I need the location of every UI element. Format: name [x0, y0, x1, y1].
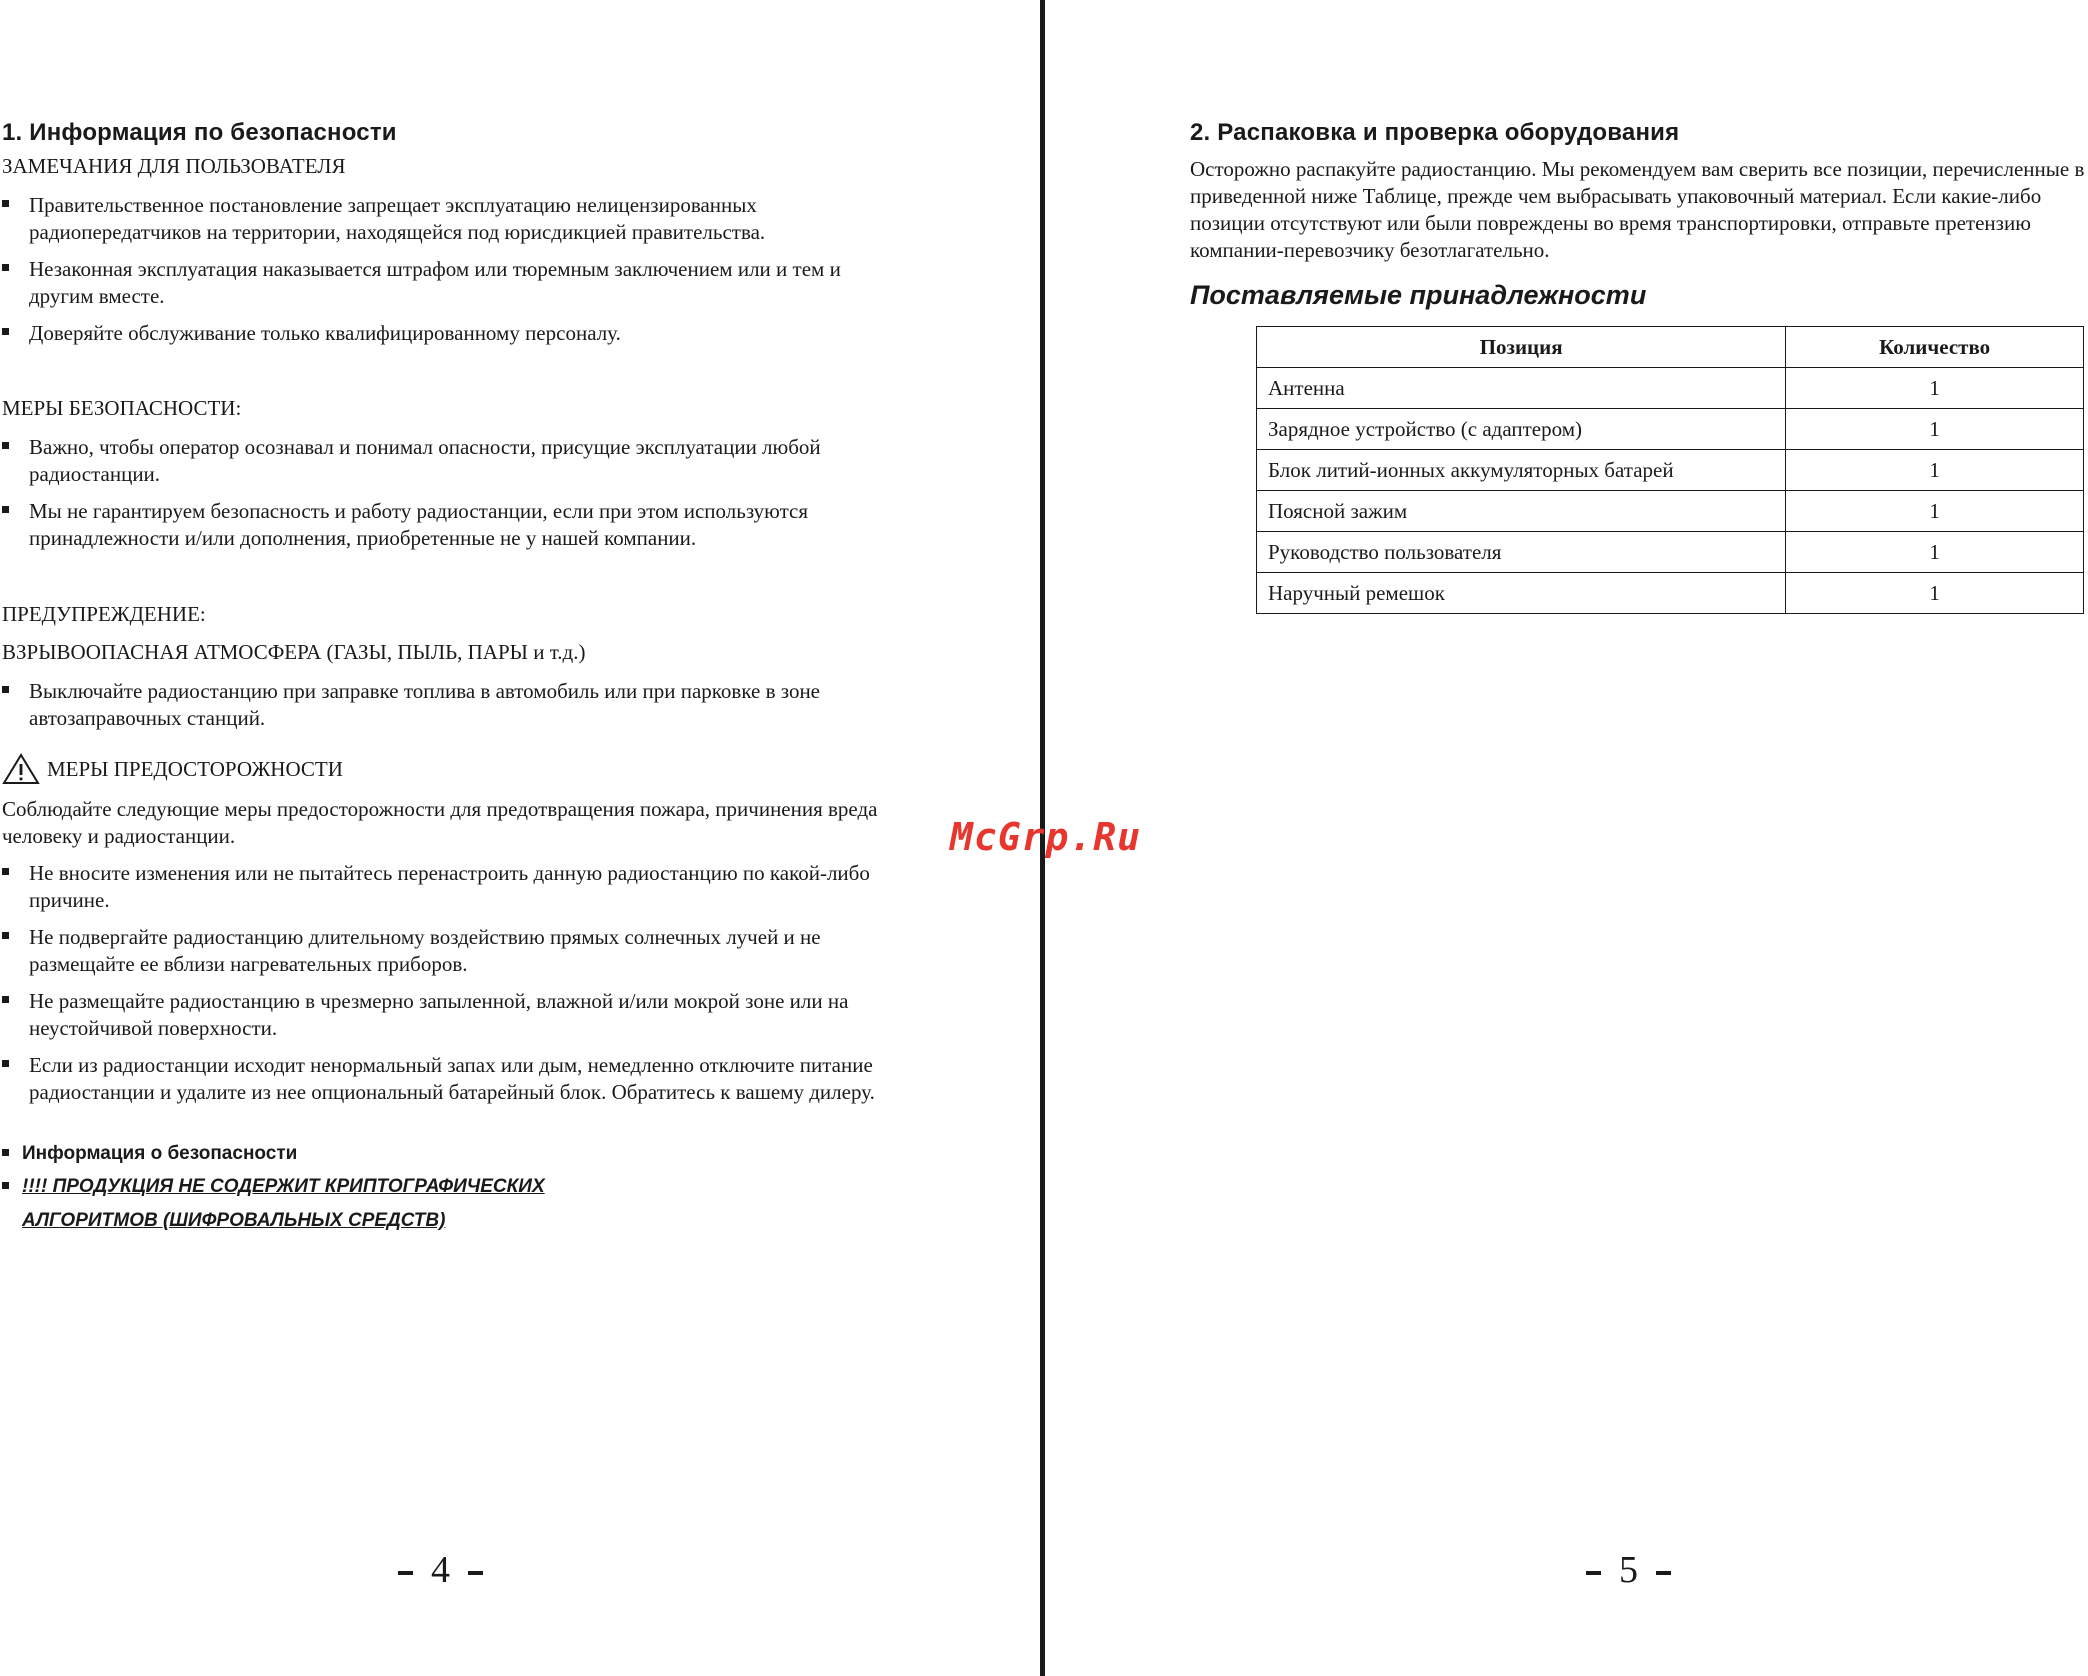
bullet-text: Мы не гарантируем безопасность и работу радиостанции, если при этом используются принадлежности и/или дополнения, приобретенные не у нашей компании.	[29, 499, 809, 550]
user-notes-heading: ЗАМЕЧАНИЯ ДЛЯ ПОЛЬЗОВАТЕЛЯ	[2, 154, 346, 178]
page-number-value: 5	[1619, 1549, 1638, 1591]
table-row	[1257, 368, 2084, 409]
item-cell: Блок литий-ионных аккумуляторных батарей	[1257, 450, 1786, 491]
crypto-notice-line2: АЛГОРИТМОВ (ШИФРОВАЛЬНЫХ СРЕДСТВ)	[22, 1210, 446, 1231]
page-number	[398, 1548, 501, 1592]
quantity-cell: 1	[1786, 532, 2084, 573]
item-cell: Поясной зажим	[1257, 491, 1786, 532]
explosive-atmosphere-heading: ВЗРЫВООПАСНАЯ АТМОСФЕРА (ГАЗЫ, ПЫЛЬ, ПАРЫ и т.д.)	[2, 640, 586, 664]
accessories-table	[1256, 326, 2084, 614]
page-number-value: 4	[431, 1549, 450, 1591]
bullet-text: Не размещайте радиостанцию в чрезмерно запыленной, влажной и/или мокрой зоне или на неустойчивой поверхности.	[29, 989, 849, 1040]
bullet-marker	[2, 932, 9, 939]
bullet-marker	[2, 200, 9, 207]
bullet-text: Выключайте радиостанцию при заправке топлива в автомобиль или при парковке в зоне автозаправочных станций.	[29, 679, 820, 730]
bullet-marker	[2, 996, 9, 1003]
precautions-heading: МЕРЫ ПРЕДОСТОРОЖНОСТИ	[47, 757, 343, 781]
bullet-marker	[2, 506, 9, 513]
item-cell: Наручный ремешок	[1257, 573, 1786, 614]
table-row	[1257, 450, 2084, 491]
column-header-quantity: Количество	[1786, 327, 2084, 368]
warning-triangle-icon	[2, 753, 40, 785]
column-header-item: Позиция	[1257, 327, 1786, 368]
left-page	[0, 0, 1040, 1676]
bullet-marker	[2, 1182, 9, 1189]
crypto-notice-line1: !!!! ПРОДУКЦИЯ НЕ СОДЕРЖИТ КРИПТОГРАФИЧЕСКИХ	[22, 1176, 545, 1197]
section-title-safety: 1. Информация по безопасности	[2, 119, 397, 146]
quantity-cell: 1	[1786, 491, 2084, 532]
precautions-intro: Соблюдайте следующие меры предосторожности для предотвращения пожара, причинения вреда человеку и радиостанции.	[2, 797, 878, 848]
bullet-text: Важно, чтобы оператор осознавал и понимал опасности, присущие эксплуатации любой радиостанции.	[29, 435, 821, 486]
unpacking-intro: Осторожно распакуйте радиостанцию. Мы рекомендуем вам сверить все позиции, перечисленные в приведенной ниже Таблице, прежде чем выбрасывать упаковочный материал. Если какие-либо позиции отсутствуют или были повреждены во время транспортировки, отправьте претензию компании-перевозчику безотлагательно.	[1190, 157, 2085, 262]
item-cell: Руководство пользователя	[1257, 532, 1786, 573]
right-page	[1048, 0, 2088, 1676]
bullet-marker	[2, 1149, 9, 1156]
section-title-unpacking: 2. Распаковка и проверка оборудования	[1190, 119, 1680, 146]
table-header-row	[1257, 327, 2084, 368]
warning-heading: ПРЕДУПРЕЖДЕНИЕ:	[2, 602, 206, 626]
bullet-marker	[2, 868, 9, 875]
bullet-text: Правительственное постановление запрещает эксплуатацию нелицензированных радиопередатчиков на территории, находящейся под юрисдикцией правительства.	[29, 193, 766, 244]
bullet-text: Доверяйте обслуживание только квалифицированному персоналу.	[29, 321, 621, 345]
safety-measures-heading: МЕРЫ БЕЗОПАСНОСТИ:	[2, 396, 242, 420]
table-row	[1257, 409, 2084, 450]
bullet-marker	[2, 1060, 9, 1067]
bullet-text: Если из радиостанции исходит ненормальный запах или дым, немедленно отключите питание радиостанции и удалите из нее опциональный батарейный блок. Обратитесь к вашему дилеру.	[29, 1053, 875, 1104]
bullet-marker	[2, 686, 9, 693]
table-row	[1257, 573, 2084, 614]
quantity-cell: 1	[1786, 409, 2084, 450]
quantity-cell: 1	[1786, 450, 2084, 491]
bullet-marker	[2, 328, 9, 335]
bullet-marker	[2, 442, 9, 449]
bullet-text: Не вносите изменения или не пытайтесь перенастроить данную радиостанцию по какой-либо причине.	[29, 861, 870, 912]
safety-info-label: Информация о безопасности	[22, 1143, 298, 1164]
watermark: McGrp.Ru	[950, 815, 1142, 859]
page-number	[1586, 1548, 1689, 1592]
item-cell: Зарядное устройство (с адаптером)	[1257, 409, 1786, 450]
precautions-heading-row	[0, 753, 600, 787]
table-row	[1257, 532, 2084, 573]
table-row	[1257, 491, 2084, 532]
item-cell: Антенна	[1257, 368, 1786, 409]
bullet-text: Не подвергайте радиостанцию длительному воздействию прямых солнечных лучей и не размещайте ее вблизи нагревательных приборов.	[29, 925, 821, 976]
quantity-cell: 1	[1786, 368, 2084, 409]
quantity-cell: 1	[1786, 573, 2084, 614]
bullet-marker	[2, 264, 9, 271]
table-heading: Поставляемые принадлежности	[1190, 280, 1647, 310]
bullet-text: Незаконная эксплуатация наказывается штрафом или тюремным заключением или и тем и другим вместе.	[29, 257, 841, 308]
